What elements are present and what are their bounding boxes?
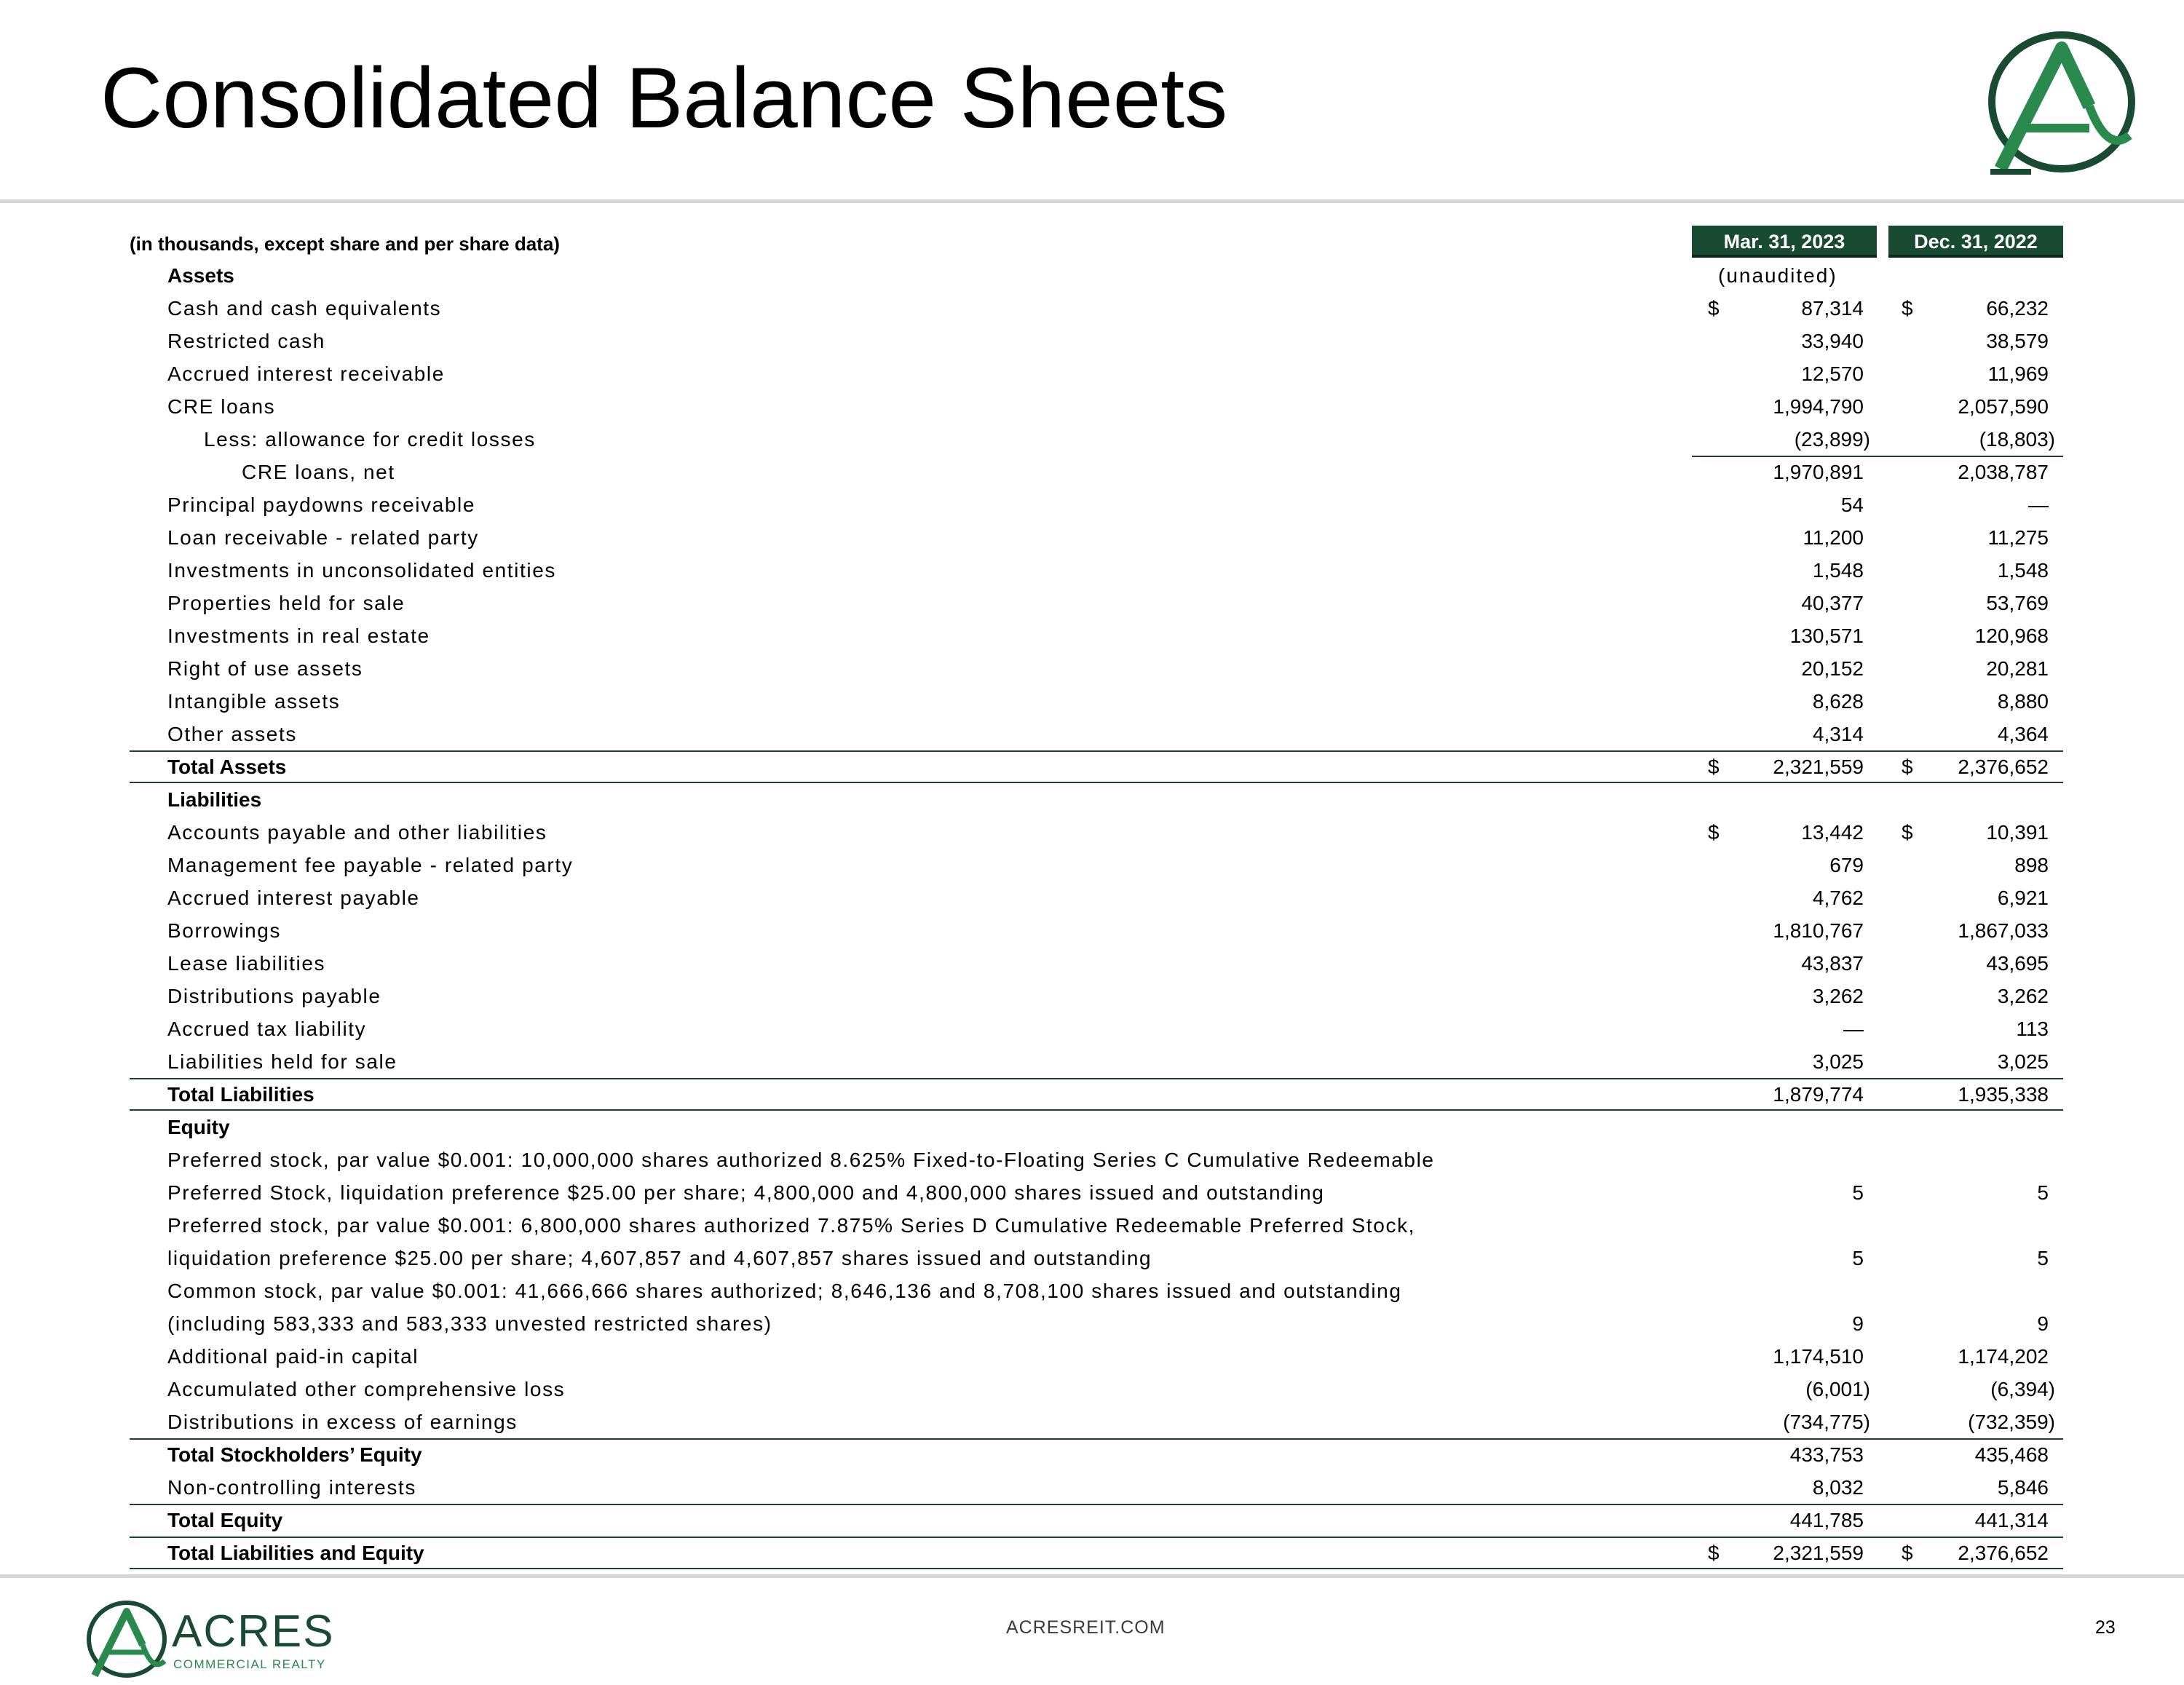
acres-logo-icon xyxy=(1980,26,2142,179)
value-dec-2022: 441,314 xyxy=(1974,1509,2049,1531)
value-dec-2022: 2,057,590 xyxy=(1958,395,2049,418)
value-mar-2023: 5 xyxy=(1852,1181,1864,1204)
row-label: Assets xyxy=(167,264,234,287)
value-dec-2022: 898 xyxy=(2014,854,2049,876)
table-row xyxy=(0,1045,2184,1078)
value-mar-2023: 87,314 xyxy=(1801,297,1864,320)
row-label: Total Liabilities xyxy=(167,1083,314,1106)
footer-divider xyxy=(0,1574,2184,1578)
table-row xyxy=(0,1242,2184,1274)
value-dec-2022: 435,468 xyxy=(1974,1443,2049,1466)
value-mar-2023: 9 xyxy=(1852,1312,1864,1335)
page-number: 23 xyxy=(2095,1617,2116,1638)
row-label: Principal paydowns receivable xyxy=(167,493,476,516)
row-label: Total Liabilities and Equity xyxy=(167,1542,424,1564)
value-dec-2022: — xyxy=(2028,493,2049,516)
value-mar-2023: (6,001) xyxy=(1805,1378,1870,1400)
row-label: Management fee payable - related party xyxy=(167,854,574,876)
row-label: Non-controlling interests xyxy=(167,1476,416,1499)
column-header-dec-2022: Dec. 31, 2022 xyxy=(1888,226,2063,258)
row-label: Distributions payable xyxy=(167,985,381,1007)
row-label: Loan receivable - related party xyxy=(167,526,479,549)
value-mar-2023: 4,762 xyxy=(1812,887,1864,909)
table-row xyxy=(0,390,2184,423)
value-mar-2023: 679 xyxy=(1829,854,1864,876)
row-label: Properties held for sale xyxy=(167,592,405,614)
value-dec-2022: 6,921 xyxy=(1997,887,2049,909)
table-row xyxy=(0,881,2184,914)
row-label: Cash and cash equivalents xyxy=(167,297,442,320)
table-row xyxy=(0,325,2184,357)
table-row xyxy=(0,1373,2184,1406)
value-dec-2022: 11,969 xyxy=(1987,362,2049,385)
value-dec-2022: 11,275 xyxy=(1987,526,2049,549)
value-dec-2022: (6,394) xyxy=(1990,1378,2055,1400)
table-row xyxy=(0,554,2184,587)
table-row xyxy=(0,357,2184,390)
table-row xyxy=(0,914,2184,947)
currency-symbol: $ xyxy=(1708,821,1720,844)
row-label: Restricted cash xyxy=(167,330,325,352)
value-dec-2022: 113 xyxy=(2016,1018,2049,1040)
value-dec-2022: 3,262 xyxy=(1997,985,2049,1007)
row-label: Total Equity xyxy=(167,1509,283,1531)
row-label: Lease liabilities xyxy=(167,952,326,975)
row-label: Intangible assets xyxy=(167,690,341,713)
value-mar-2023: 40,377 xyxy=(1801,592,1864,614)
row-label: liquidation preference $25.00 per share; 4,607,857 and 4,607,857 shares issued and outstanding xyxy=(167,1247,1152,1269)
value-dec-2022: (732,359) xyxy=(1968,1411,2055,1433)
row-label: Right of use assets xyxy=(167,657,363,680)
currency-symbol: $ xyxy=(1902,1542,1913,1564)
value-mar-2023: 4,314 xyxy=(1812,723,1864,745)
row-label: CRE loans xyxy=(167,395,276,418)
row-label: Accumulated other comprehensive loss xyxy=(167,1378,566,1400)
table-row xyxy=(0,1012,2184,1045)
column-header-mar-2023: Mar. 31, 2023 xyxy=(1692,226,1877,258)
value-dec-2022: 2,038,787 xyxy=(1958,461,2049,483)
table-row xyxy=(0,292,2184,325)
value-dec-2022: 5 xyxy=(2037,1247,2049,1269)
value-dec-2022: 5 xyxy=(2037,1181,2049,1204)
balance-sheet-table xyxy=(0,259,2184,1569)
row-label: Liabilities xyxy=(167,788,262,811)
value-mar-2023: 441,785 xyxy=(1789,1509,1864,1531)
table-row xyxy=(0,619,2184,652)
value-dec-2022: 8,880 xyxy=(1997,690,2049,713)
table-row xyxy=(0,947,2184,980)
value-dec-2022: 1,548 xyxy=(1997,559,2049,582)
footer-logo-text: ACRES xyxy=(172,1606,335,1657)
row-label: Accrued tax liability xyxy=(167,1018,367,1040)
value-dec-2022: 43,695 xyxy=(1986,952,2049,975)
row-label: Total Assets xyxy=(167,756,287,778)
value-dec-2022: 2,376,652 xyxy=(1958,756,2049,778)
row-label: Preferred Stock, liquidation preference $25.00 per share; 4,800,000 and 4,800,000 shares issued and outstanding xyxy=(167,1181,1325,1204)
row-label: Investments in real estate xyxy=(167,625,430,647)
value-dec-2022: 120,968 xyxy=(1974,625,2049,647)
footer-logo-subtext: COMMERCIAL REALTY xyxy=(173,1657,326,1671)
value-mar-2023: 11,200 xyxy=(1803,526,1864,549)
table-row xyxy=(0,1340,2184,1373)
row-label: Investments in unconsolidated entities xyxy=(167,559,556,582)
value-dec-2022: 1,935,338 xyxy=(1958,1083,2049,1106)
value-mar-2023: 1,174,510 xyxy=(1773,1345,1864,1368)
table-row xyxy=(0,750,2184,783)
value-mar-2023: 33,940 xyxy=(1801,330,1864,352)
value-dec-2022: 4,364 xyxy=(1997,723,2049,745)
row-label: Accrued interest payable xyxy=(167,887,420,909)
currency-symbol: $ xyxy=(1902,756,1913,778)
currency-symbol: $ xyxy=(1708,1542,1720,1564)
value-dec-2022: 66,232 xyxy=(1986,297,2049,320)
table-row xyxy=(0,1471,2184,1504)
value-mar-2023: 13,442 xyxy=(1801,821,1864,844)
row-label: Distributions in excess of earnings xyxy=(167,1411,518,1433)
value-mar-2023: 433,753 xyxy=(1789,1443,1864,1466)
value-dec-2022: 20,281 xyxy=(1986,657,2049,680)
value-mar-2023: 1,810,767 xyxy=(1773,919,1864,942)
table-row xyxy=(0,1504,2184,1537)
table-row xyxy=(0,1209,2184,1242)
table-row xyxy=(0,652,2184,685)
value-mar-2023: — xyxy=(1843,1018,1864,1040)
table-row xyxy=(0,587,2184,619)
value-dec-2022: 38,579 xyxy=(1986,330,2049,352)
table-row xyxy=(0,1438,2184,1471)
footer-url[interactable]: ACRESREIT.COM xyxy=(1006,1617,1166,1638)
table-row xyxy=(0,980,2184,1012)
value-mar-2023: 1,548 xyxy=(1812,559,1864,582)
table-row xyxy=(0,456,2184,488)
currency-symbol: $ xyxy=(1708,756,1720,778)
table-row xyxy=(0,1176,2184,1209)
value-dec-2022: 3,025 xyxy=(1997,1050,2049,1073)
table-row xyxy=(0,423,2184,456)
row-label: Equity xyxy=(167,1116,230,1138)
value-mar-2023: 20,152 xyxy=(1801,657,1864,680)
table-row xyxy=(0,1274,2184,1307)
row-label: Preferred stock, par value $0.001: 10,000,000 shares authorized 8.625% Fixed-to-Floating Series C Cumulative Redeemable xyxy=(167,1149,1435,1171)
row-label: Other assets xyxy=(167,723,297,745)
row-label: CRE loans, net xyxy=(242,461,395,483)
table-row xyxy=(0,816,2184,849)
value-mar-2023: 54 xyxy=(1840,493,1864,516)
page-title: Consolidated Balance Sheets xyxy=(100,50,1228,146)
table-row xyxy=(0,1078,2184,1111)
table-row xyxy=(0,1307,2184,1340)
table-row xyxy=(0,685,2184,718)
table-row xyxy=(0,849,2184,881)
table-row xyxy=(0,488,2184,521)
value-mar-2023: 1,970,891 xyxy=(1773,461,1864,483)
value-dec-2022: 9 xyxy=(2037,1312,2049,1335)
row-label: Accrued interest receivable xyxy=(167,362,445,385)
value-dec-2022: 2,376,652 xyxy=(1958,1542,2049,1564)
table-row xyxy=(0,1111,2184,1143)
table-row xyxy=(0,259,2184,292)
value-mar-2023: 3,025 xyxy=(1812,1050,1864,1073)
table-row xyxy=(0,1537,2184,1569)
table-row xyxy=(0,1143,2184,1176)
value-mar-2023: 1,879,774 xyxy=(1773,1083,1864,1106)
row-label: Borrowings xyxy=(167,919,282,942)
table-row xyxy=(0,521,2184,554)
value-mar-2023: (734,775) xyxy=(1783,1411,1870,1433)
row-label: Accounts payable and other liabilities xyxy=(167,821,547,844)
value-dec-2022: 10,391 xyxy=(1986,821,2049,844)
table-row xyxy=(0,783,2184,816)
value-mar-2023: 8,628 xyxy=(1812,690,1864,713)
value-mar-2023: 2,321,559 xyxy=(1773,756,1864,778)
row-label: Common stock, par value $0.001: 41,666,666 shares authorized; 8,646,136 and 8,708,100 shares issued and outstanding xyxy=(167,1280,1402,1302)
table-row xyxy=(0,718,2184,750)
table-row xyxy=(0,1406,2184,1438)
value-mar-2023: 43,837 xyxy=(1801,952,1864,975)
value-dec-2022: 5,846 xyxy=(1997,1476,2049,1499)
value-mar-2023: 3,262 xyxy=(1812,985,1864,1007)
currency-symbol: $ xyxy=(1708,297,1720,320)
acres-footer-logo xyxy=(82,1594,344,1681)
header-divider xyxy=(0,199,2184,203)
value-mar-2023: 1,994,790 xyxy=(1773,395,1864,418)
unaudited-note: (unaudited) xyxy=(1718,264,1837,287)
row-label: Total Stockholders’ Equity xyxy=(167,1443,422,1466)
row-label: (including 583,333 and 583,333 unvested restricted shares) xyxy=(167,1312,772,1335)
currency-symbol: $ xyxy=(1902,821,1913,844)
row-label: Less: allowance for credit losses xyxy=(204,428,536,451)
value-dec-2022: 1,867,033 xyxy=(1958,919,2049,942)
currency-symbol: $ xyxy=(1902,297,1913,320)
value-mar-2023: 12,570 xyxy=(1801,362,1864,385)
row-rule xyxy=(130,1504,2063,1505)
units-note: (in thousands, except share and per share data) xyxy=(130,233,560,255)
value-mar-2023: (23,899) xyxy=(1794,428,1870,451)
row-label: Preferred stock, par value $0.001: 6,800,000 shares authorized 7.875% Series D Cumulative Redeemable Preferred Stock, xyxy=(167,1214,1416,1237)
value-mar-2023: 5 xyxy=(1852,1247,1864,1269)
value-dec-2022: 1,174,202 xyxy=(1958,1345,2049,1368)
row-label: Liabilities held for sale xyxy=(167,1050,397,1073)
value-mar-2023: 2,321,559 xyxy=(1773,1542,1864,1564)
row-label: Additional paid-in capital xyxy=(167,1345,419,1368)
value-mar-2023: 8,032 xyxy=(1812,1476,1864,1499)
value-dec-2022: 53,769 xyxy=(1986,592,2049,614)
value-dec-2022: (18,803) xyxy=(1979,428,2055,451)
value-mar-2023: 130,571 xyxy=(1789,625,1864,647)
